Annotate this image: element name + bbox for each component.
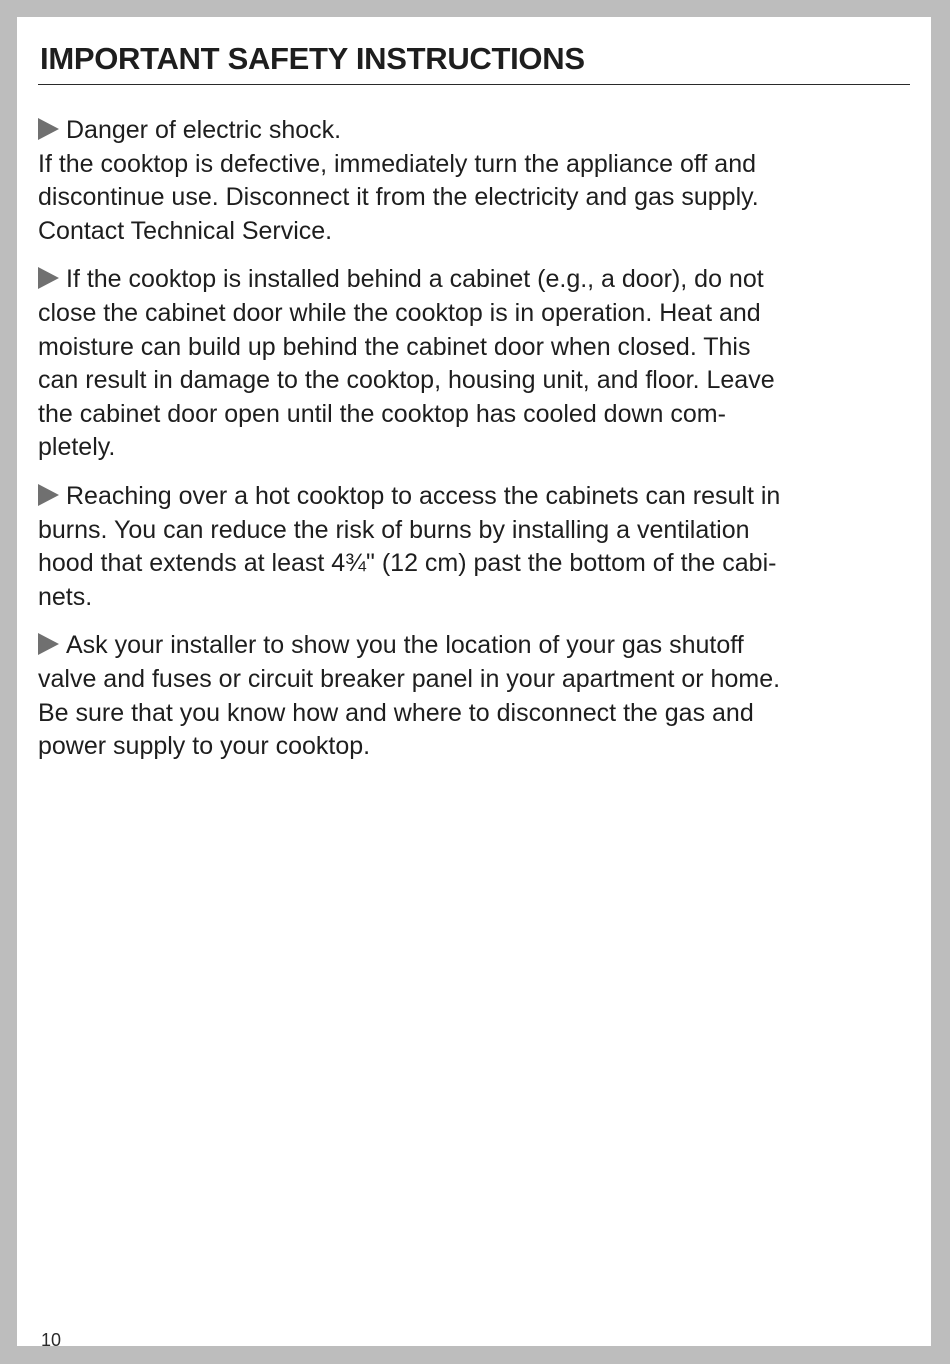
instruction-line: pletely. [38,433,116,462]
instruction-line: moisture can build up behind the cabinet door when closed. This [38,332,751,361]
instruction-line: the cabinet door open until the cooktop has cooled down com- [38,399,726,428]
instruction-line: nets. [38,582,93,611]
instruction-line: discontinue use. Disconnect it from the electricity and gas supply. [38,183,759,212]
instruction-line: hood that extends at least 4¾" (12 cm) past the bottom of the cabi- [38,549,777,578]
instruction-line: If the cooktop is defective, immediately turn the appliance off and [38,149,757,178]
instruction-line: close the cabinet door while the cooktop is in operation. Heat and [38,298,761,327]
title-divider [38,84,910,85]
triangle-bullet-icon [38,633,59,655]
instruction-electric-shock [38,114,898,248]
triangle-bullet-icon [38,484,59,506]
triangle-bullet-icon [38,267,59,289]
triangle-bullet-icon [38,118,59,140]
page-title: IMPORTANT SAFETY INSTRUCTIONS [40,41,585,76]
instruction-line: If the cooktop is installed behind a cabinet (e.g., a door), do not [66,265,764,294]
instruction-line: Be sure that you know how and where to disconnect the gas and [38,698,754,727]
manual-page [17,17,931,1350]
instruction-line: Ask your installer to show you the location of your gas shutoff [66,631,744,660]
instruction-line: Reaching over a hot cooktop to access the cabinets can result in [66,481,781,510]
instruction-line: power supply to your cooktop. [38,732,371,761]
page-number: 10 [41,1330,62,1350]
instruction-line: Danger of electric shock. [66,116,342,144]
instruction-cabinet-door [38,263,898,465]
instructions-list [38,114,898,779]
instruction-shutoff-location [38,629,898,763]
instruction-line: Contact Technical Service. [38,216,333,245]
instruction-burn-risk [38,480,898,614]
instruction-line: burns. You can reduce the risk of burns by installing a ventilation [38,515,750,544]
instruction-line: valve and fuses or circuit breaker panel in your apartment or home. [38,664,781,693]
instruction-line: can result in damage to the cooktop, housing unit, and floor. Leave [38,366,775,395]
